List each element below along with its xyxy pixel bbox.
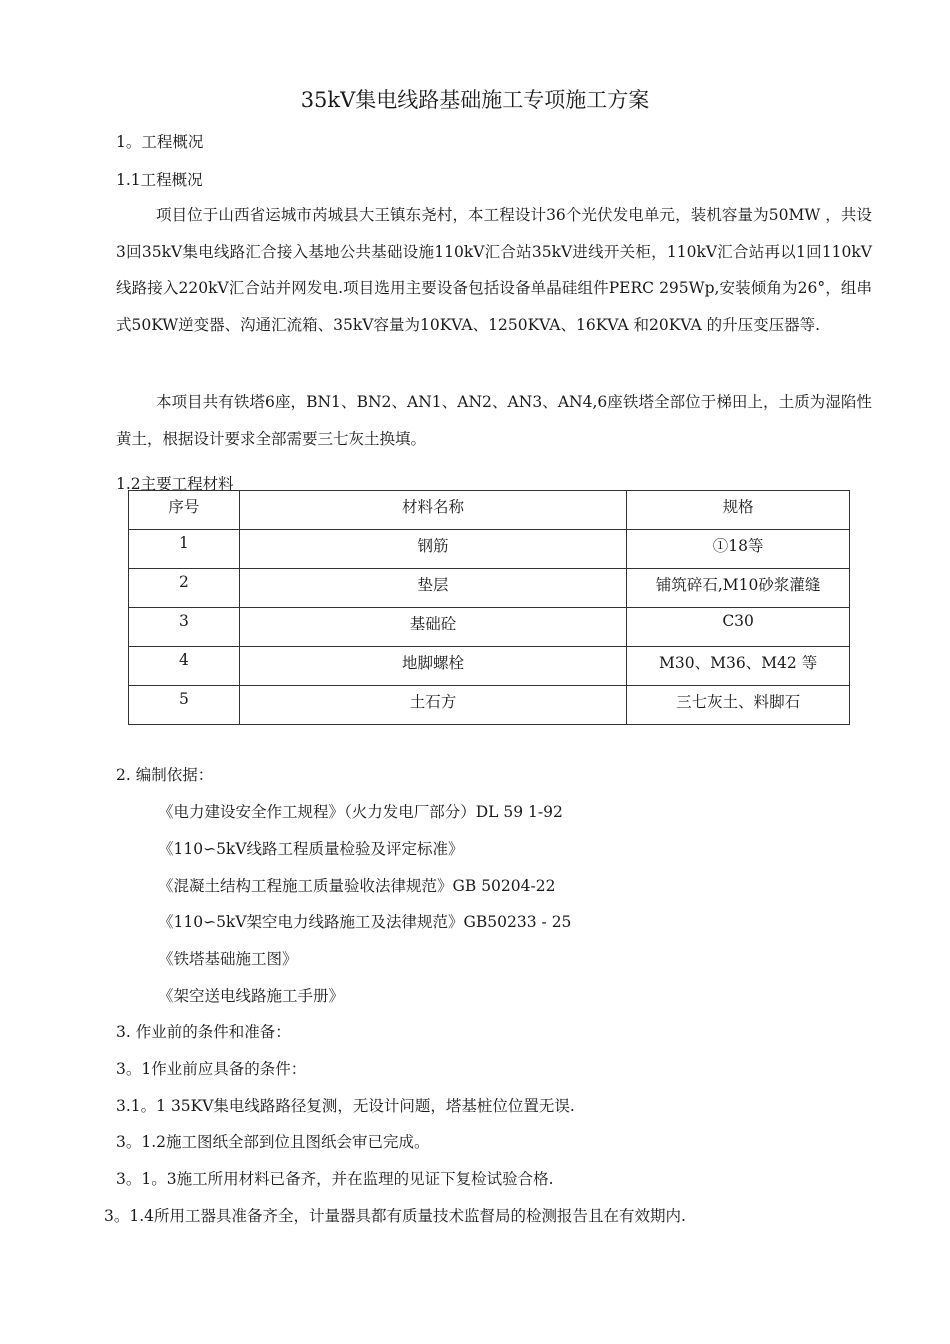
table-cell: 4: [129, 647, 240, 686]
table-cell: 5: [129, 686, 240, 725]
header-cell-spec: 规格: [627, 491, 850, 530]
table-cell: 3: [129, 608, 240, 647]
reference-item: 《110∽5kV架空电力线路施工及法律规范》GB50233 - 25: [158, 913, 572, 931]
section-1-heading: 1。工程概况: [116, 133, 204, 151]
header-cell-index: 序号: [129, 491, 240, 530]
materials-table: [128, 490, 850, 725]
table-cell: 垫层: [239, 569, 626, 608]
condition-item: 3。1.4所用工器具准备齐全，计量器具都有质量技术监督局的检测报告且在有效期内.: [104, 1207, 686, 1225]
table-cell: 钢筋: [239, 530, 626, 569]
table-row: [129, 686, 850, 725]
reference-item: 《铁塔基础施工图》: [158, 950, 298, 968]
table-cell: M30、M36、M42 等: [627, 647, 850, 686]
project-overview-paragraph: 项目位于山西省运城市芮城县大王镇东尧村，本工程设计36个光伏发电单元，装机容量为50MW ，共设3回35kV集电线路汇合接入基地公共基础设施110kV汇合站35kV进线开关柜，110kV汇合站再以1回110kV线路接入220kV汇合站并网发电.项目选用主要设备包括设备单晶硅组件PERC 295Wp,安装倾角为26°，组串式50KW逆变器、沟通汇流箱、35kV容量为10KVA、1250KVA、16KVA 和20KVA 的升压变压器等.: [116, 206, 872, 334]
table-cell: 基础砼: [239, 608, 626, 647]
table-row: [129, 608, 850, 647]
condition-item: 3.1。1 35KV集电线路路径复测，无设计问题，塔基桩位位置无误.: [116, 1097, 575, 1115]
table-cell: 1: [129, 530, 240, 569]
section-3-1-heading: 3。1作业前应具备的条件：: [116, 1060, 307, 1078]
reference-item: 《110∽5kV线路工程质量检验及评定标准》: [158, 840, 464, 858]
table-cell: 三七灰土、料脚石: [627, 686, 850, 725]
condition-item: 3。1.2施工图纸全部到位且图纸会审已完成。: [116, 1133, 430, 1151]
header-cell-name: 材料名称: [239, 491, 626, 530]
section-2-heading: 2. 编制依据：: [116, 766, 214, 784]
table-cell: 地脚螺栓: [239, 647, 626, 686]
table-row: [129, 569, 850, 608]
page-title: 35kV集电线路基础施工专项施工方案: [300, 88, 650, 112]
table-row: [129, 530, 850, 569]
section-1-2-heading: 1.2主要工程材料: [116, 475, 234, 493]
table-header-row: [129, 491, 850, 530]
reference-item: 《架空送电线路施工手册》: [158, 987, 345, 1005]
section-3-heading: 3. 作业前的条件和准备：: [116, 1023, 291, 1041]
reference-item: 《电力建设安全作工规程》（火力发电厂部分）DL 59 1-92: [158, 803, 563, 821]
table-cell: 2: [129, 569, 240, 608]
table-cell: 铺筑碎石,M10砂浆灌缝: [627, 569, 850, 608]
section-1-1-heading: 1.1工程概况: [116, 171, 203, 189]
tower-paragraph: 本项目共有铁塔6座，BN1、BN2、AN1、AN2、AN3、AN4,6座铁塔全部位于梯田上，土质为湿陷性黄土，根据设计要求全部需要三七灰土换填。: [116, 393, 872, 448]
table-cell: C30: [627, 608, 850, 647]
table-cell: ①18等: [627, 530, 850, 569]
table-row: [129, 647, 850, 686]
condition-item: 3。1。3施工所用材料已备齐，并在监理的见证下复检试验合格.: [116, 1170, 554, 1188]
table-cell: 土石方: [239, 686, 626, 725]
reference-item: 《混凝土结构工程施工质量验收法律规范》GB 50204-22: [158, 877, 556, 895]
